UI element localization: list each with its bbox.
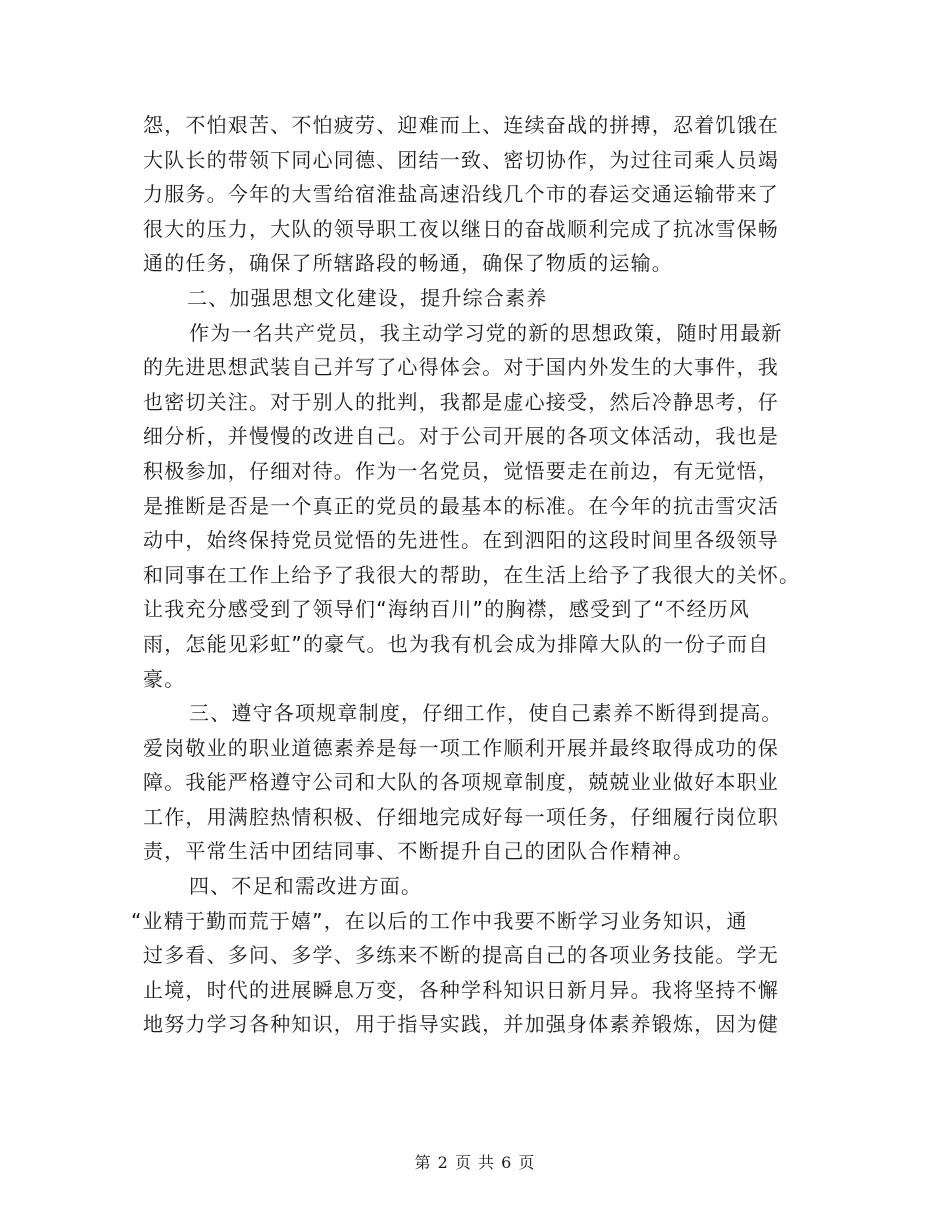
- text-line: 豪。: [143, 666, 186, 691]
- text-line: 很大的压力，大队的领导职工夜以继日的奋战顺利完成了抗冰雪保畅: [143, 216, 779, 241]
- text-line: 止境，时代的进展瞬息万变，各种学科知识日新月异。我将坚持不懈: [143, 977, 779, 1002]
- text-line: 积极参加，仔细对待。作为一名党员，觉悟要走在前边，有无觉悟，: [143, 458, 779, 483]
- text-line: 让我充分感受到了领导们“海纳百川”的胸襟，感受到了“不经历风: [143, 597, 751, 622]
- text-line: 地努力学习各种知识，用于指导实践，并加强身体素养锻炼，因为健: [143, 1012, 779, 1037]
- footer-total-pages: 6: [501, 1153, 513, 1172]
- document-body: [131, 108, 808, 1042]
- text-line: 的先进思想武装自己并写了心得体会。对于国内外发生的大事件，我: [143, 355, 779, 380]
- footer-page-number: 2: [437, 1153, 449, 1172]
- text-line: 细分析，并慢慢的改进自己。对于公司开展的各项文体活动，我也是: [143, 424, 779, 449]
- text-line: 爱岗敬业的职业道德素养是每一项工作顺利开展并最终取得成功的保: [143, 735, 779, 760]
- footer-suffix: 页: [518, 1153, 536, 1172]
- text-line: 怨，不怕艰苦、不怕疲劳、迎难而上、连续奋战的拼搏，忍着饥饿在: [143, 113, 779, 137]
- text-line: “业精于勤而荒于嬉”，在以后的工作中我要不断学习业务知识，通: [131, 908, 748, 933]
- section-heading: 二、加强思想文化建设，提升综合素养: [187, 285, 548, 310]
- text-line: 工作，用满腔热情积极、仔细地完成好每一项任务，仔细履行岗位职: [143, 804, 779, 829]
- footer-prefix: 第: [414, 1153, 432, 1172]
- text-line: 障。我能严格遵守公司和大队的各项规章制度，兢兢业业做好本职业: [143, 770, 779, 795]
- page-footer: [0, 1150, 950, 1173]
- section-heading: 四、不足和需改进方面。: [189, 874, 423, 899]
- text-line: 是推断是否是一个真正的党员的最基本的标准。在今年的抗击雪灾活: [143, 493, 779, 518]
- text-line: 大队长的带领下同心同德、团结一致、密切协作，为过往司乘人员竭: [143, 147, 779, 172]
- text-line: 通的任务，确保了所辖路段的畅通，确保了物质的运输。: [143, 251, 673, 276]
- text-line: 责，平常生活中团结同事、不断提升自己的团队合作精神。: [143, 839, 695, 864]
- text-line: 也密切关注。对于别人的批判，我都是虚心接受，然后冷静思考，仔: [143, 389, 779, 414]
- text-line: 动中，始终保持党员觉悟的先进性。在到泗阳的这段时间里各级领导: [143, 528, 779, 553]
- text-line: 过多看、多问、多学、多练来不断的提高自己的各项业务技能。学无: [143, 943, 779, 968]
- paragraph-start-line: 作为一名共产党员，我主动学习党的新的思想政策，随时用最新: [189, 320, 783, 345]
- section-heading: 三、遵守各项规章制度，仔细工作，使自己素养不断得到提高。: [189, 701, 783, 726]
- footer-middle: 页 共: [454, 1153, 496, 1172]
- text-line: 雨，怎能见彩虹”的豪气。也为我有机会成为排障大队的一份子而自: [143, 631, 770, 656]
- text-line: 力服务。今年的大雪给宿淮盐高速沿线几个市的春运交通运输带来了: [143, 182, 779, 207]
- text-line: 和同事在工作上给予了我很大的帮助，在生活上给予了我很大的关怀。: [143, 562, 801, 587]
